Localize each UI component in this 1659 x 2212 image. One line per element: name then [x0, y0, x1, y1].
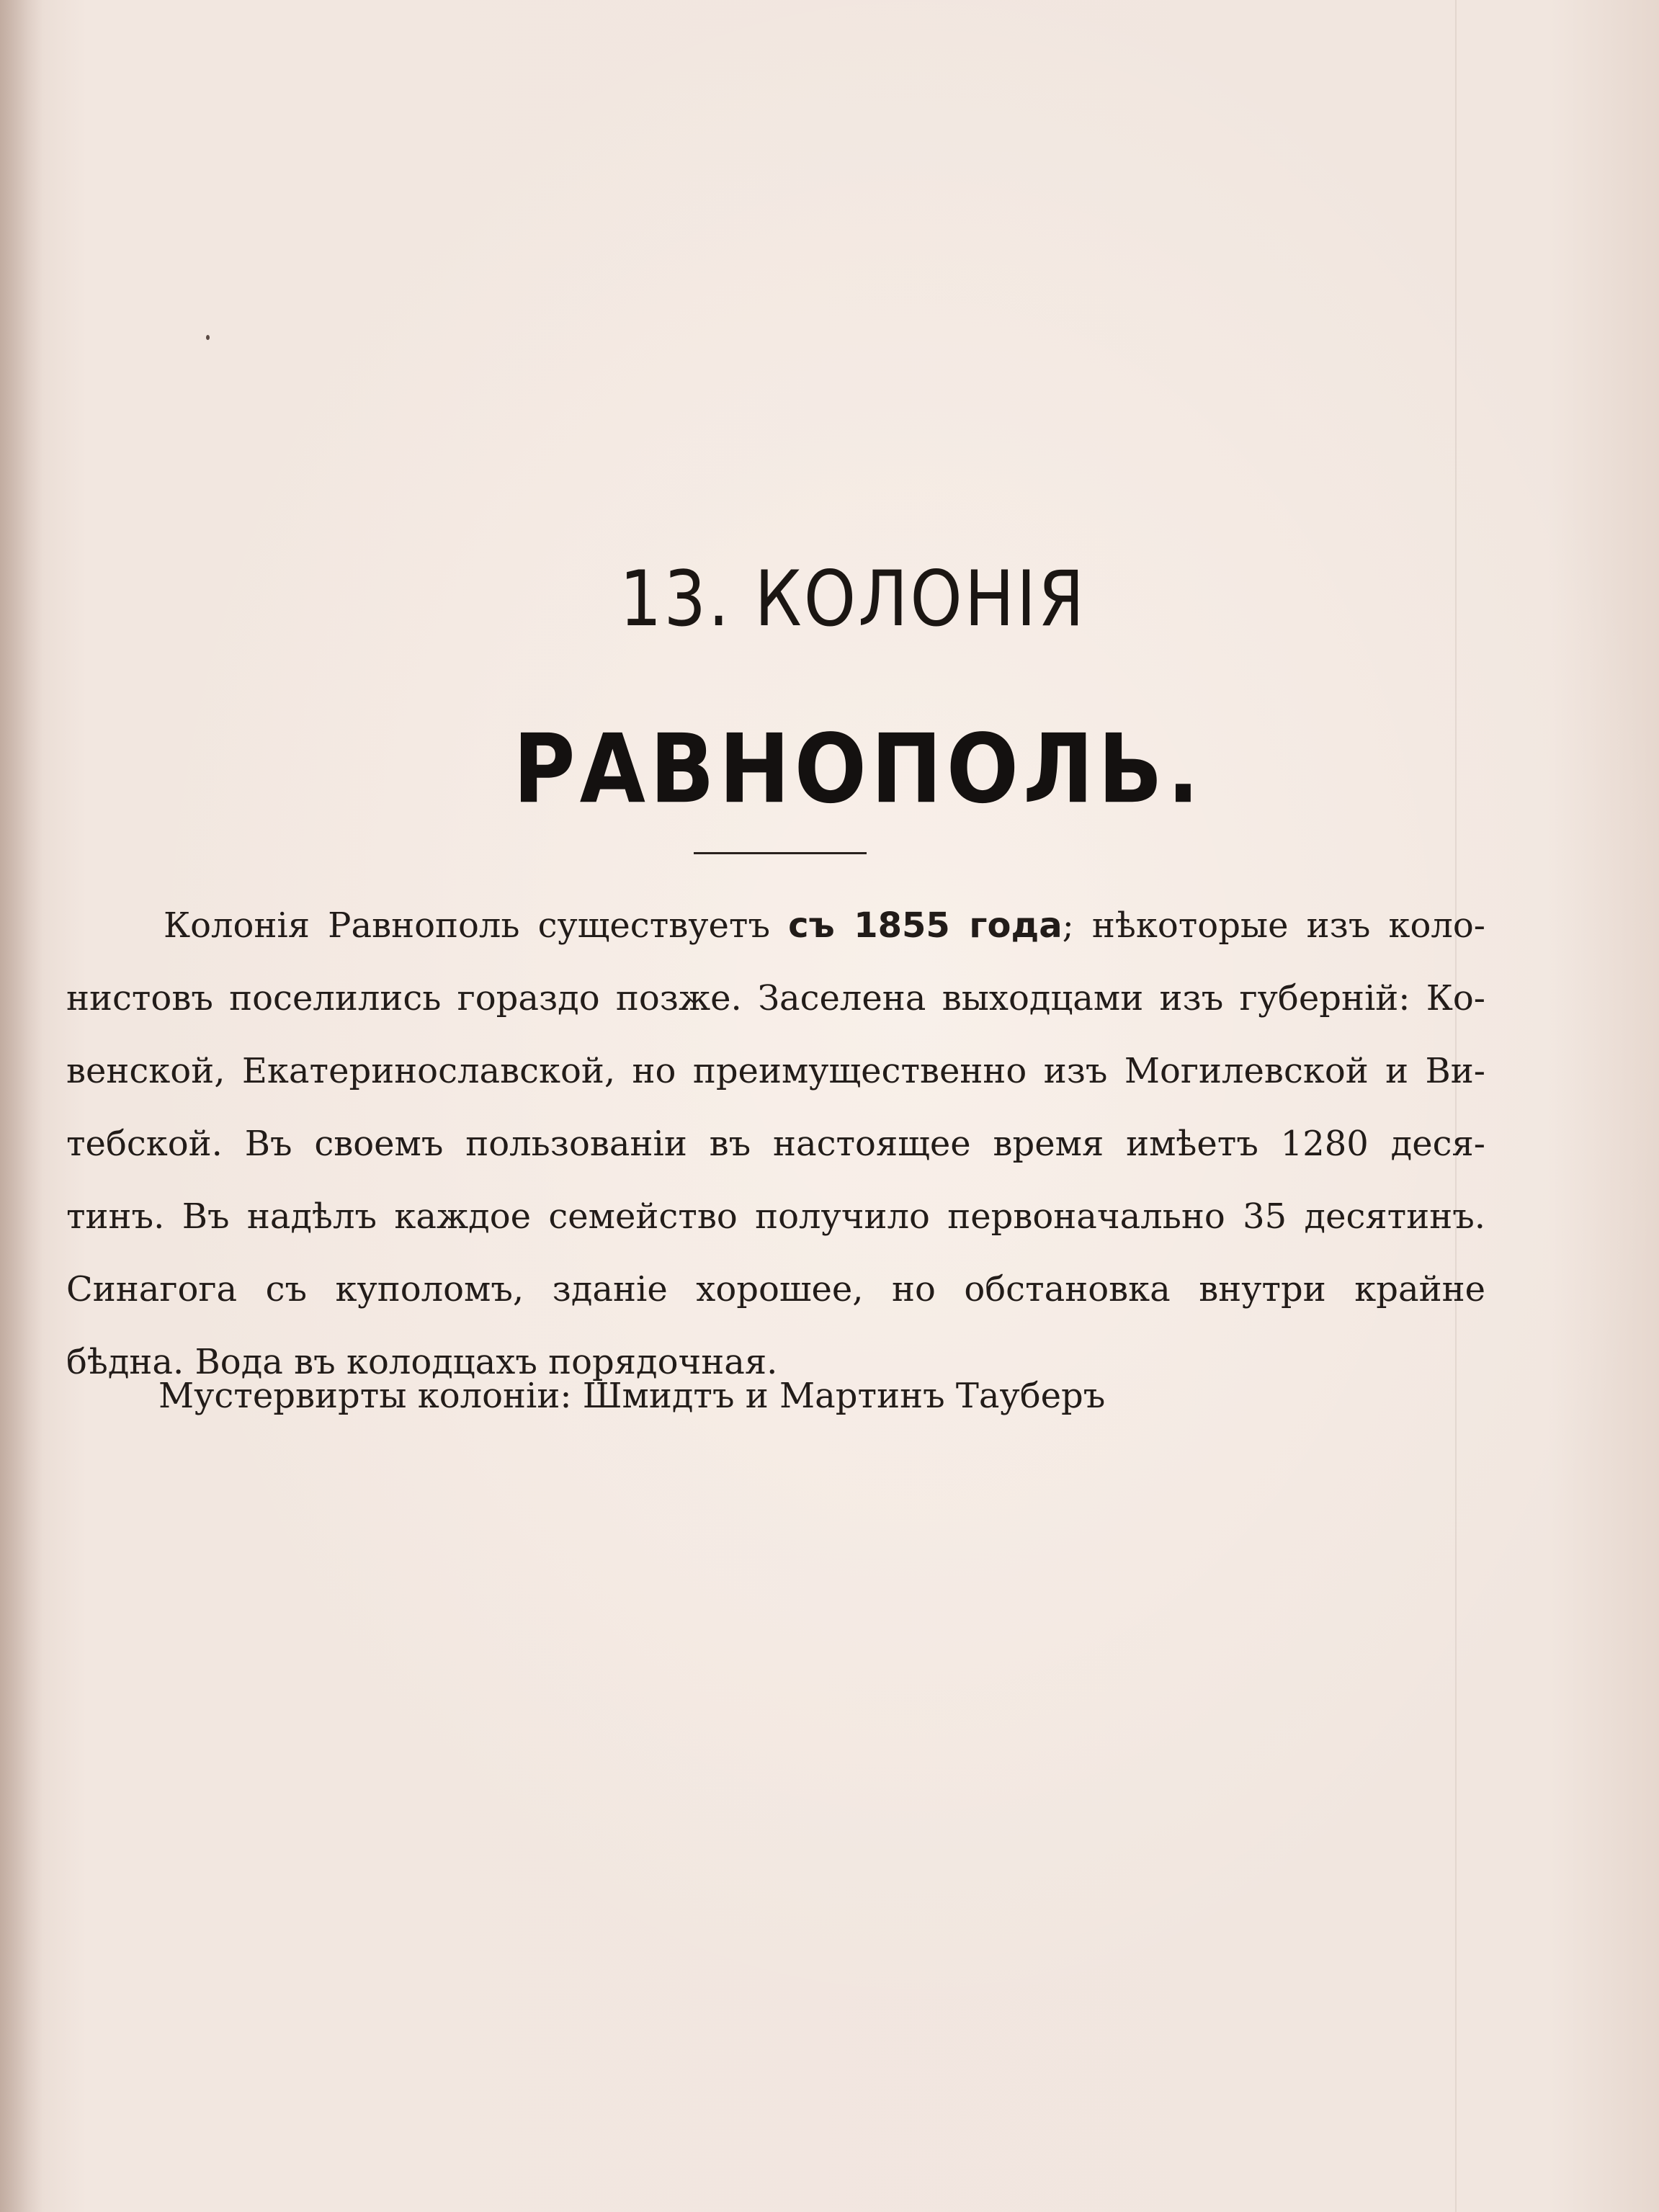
paper-speck — [206, 335, 210, 340]
paragraph-line: тебской. Въ своемъ пользованіи въ настоящее время имѣетъ 1280 деся- — [66, 1124, 1485, 1164]
colony-number-heading: 13. КОЛОНІЯ — [619, 555, 1087, 644]
paragraph-line-end: ; нѣкоторые изъ коло- — [1062, 905, 1486, 946]
section-divider-rule — [694, 852, 867, 854]
paragraph-line: нистовъ поселились гораздо позже. Заселена выходцами изъ губерній: Ко- — [66, 978, 1485, 1018]
paragraph-line — [66, 890, 1485, 962]
paragraph-line-start: Колонія Равнополь существуетъ — [164, 905, 789, 946]
colony-description-paragraph — [66, 890, 1485, 1399]
spine-shadow — [0, 0, 43, 2212]
founding-year-bold: съ 1855 года — [788, 905, 1063, 946]
paragraph-line: венской, Екатеринославской, но преимущественно изъ Могилевской и Ви- — [66, 1051, 1485, 1091]
mustervirty-line: Мустервирты колоніи: Шмидтъ и Мартинъ Тауберъ — [158, 1376, 1106, 1416]
paragraph-line: Синагога съ куполомъ, зданіе хорошее, но обстановка внутри крайне — [66, 1269, 1485, 1309]
paragraph-line: бѣдна. Вода въ колодцахъ порядочная. — [66, 1342, 778, 1382]
paragraph-line: тинъ. Въ надѣлъ каждое семейство получило первоначально 35 десятинъ. — [66, 1196, 1485, 1237]
colony-name-heading: РАВНОПОЛЬ. — [513, 713, 1204, 825]
